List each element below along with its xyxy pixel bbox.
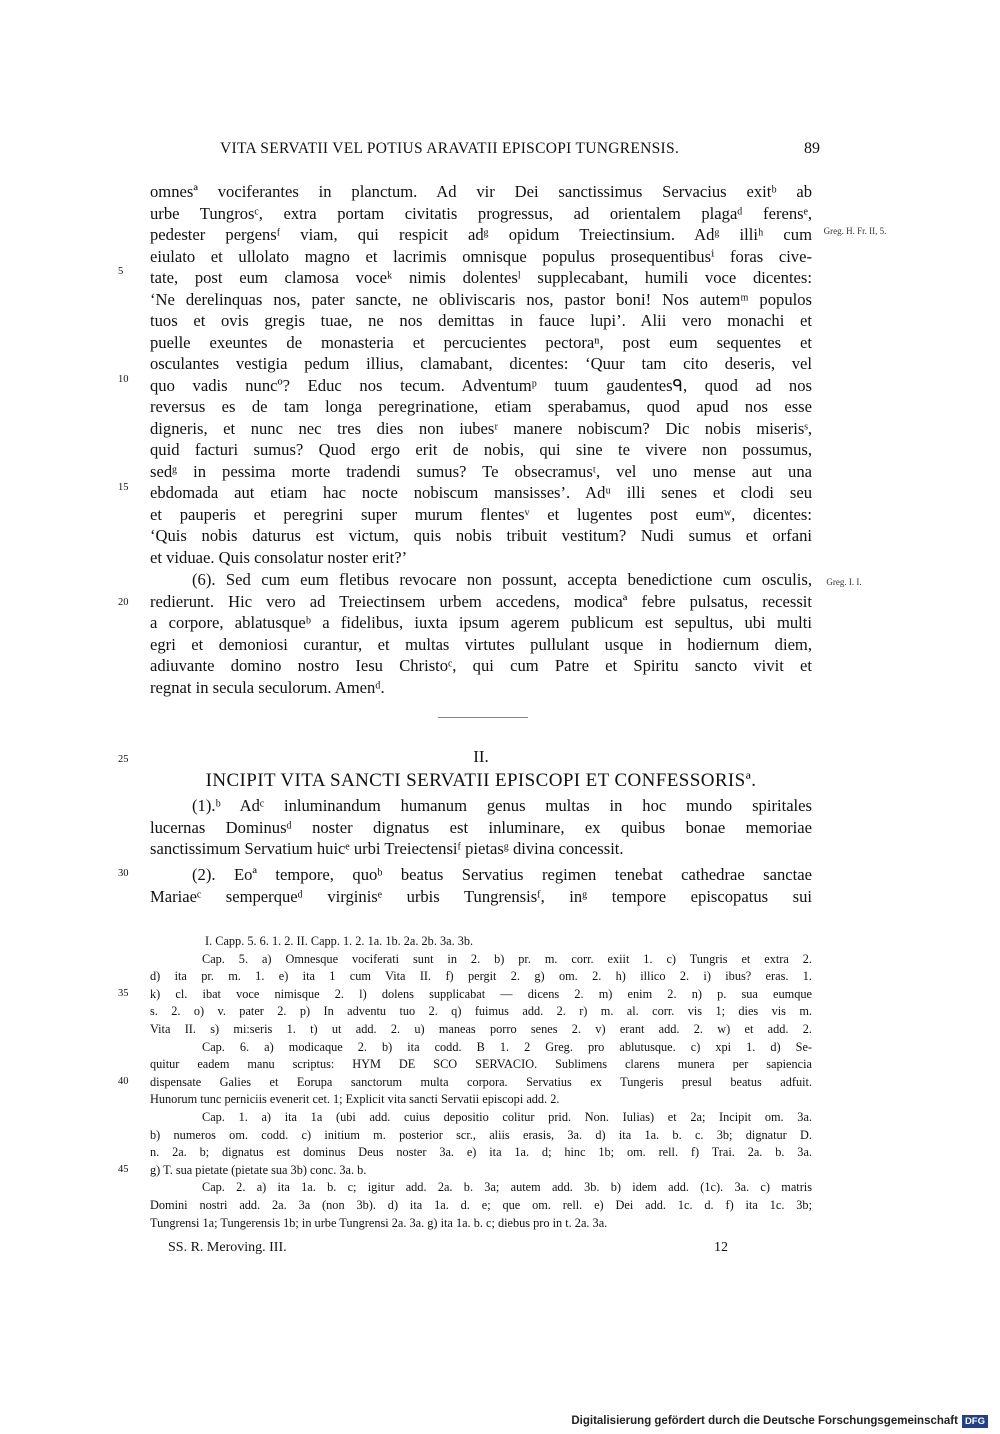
line-number: 20 — [118, 597, 129, 608]
line-number: 25 — [118, 754, 129, 765]
page-number: 89 — [804, 140, 820, 157]
text-line: regnat in secula seculorum. Amenᵈ. — [150, 677, 385, 697]
footnote-line: b) numeros om. codd. c) initium m. posterior scr., aliis erasis, 3a. d) ita 1a. b. c. 3b; dignatur D. — [150, 1127, 812, 1142]
line-number: 10 — [118, 374, 129, 385]
text-line: ‘Quis nobis daturus est victum, quis nobis tribuit vestitum? Nudi sumus et orfani — [150, 526, 812, 545]
sheet-number: 12 — [714, 1240, 728, 1255]
footnotes — [150, 933, 812, 1232]
line-number: 40 — [118, 1076, 129, 1087]
text-line: (6). Sed cum eum fletibus revocare non possunt, accepta benedictione cum osculis, — [192, 570, 812, 589]
text-line: reversus es de tam longa peregrinatione, etiam sperabamus, quod apud nos esse — [150, 397, 812, 416]
sheet-signature: SS. R. Meroving. III. — [168, 1240, 287, 1255]
line-number: 15 — [118, 482, 129, 493]
margin-note: Greg. H. Fr. II, 5. — [823, 226, 887, 236]
funding-text: Digitalisierung gefördert durch die Deutsche Forschungsgemeinschaft — [571, 1415, 958, 1427]
footnote-line: d) ita pr. m. 1. e) ita 1 cum Vita II. f) pergit 2. g) om. 2. h) illico 2. i) ibus? eras. 1. — [150, 969, 812, 984]
text-line: ebdomada aut etiam hac nocte nobiscum mansisses’. Adᵘ illi senes et clodi seu — [150, 483, 812, 502]
text-line: urbe Tungrosᶜ, extra portam civitatis progressus, ad orientalem plagaᵈ ferensᵉ, — [150, 203, 812, 223]
footnote-line: k) cl. ibat voce nimisque 2. l) dolens supplicabat — dicens 2. m) enim 2. n) p. sua eumque — [150, 986, 812, 1001]
paragraph-chapter-6 — [150, 569, 812, 698]
text-line: Mariaeᶜ semperqueᵈ virginisᵉ urbis Tungrensisᶠ, inᵍ tempore episcopatus sui — [150, 886, 812, 906]
footnote-line: Cap. 5. a) Omnesque vociferati sunt in 2. b) pr. m. corr. exiit 1. c) Tungris et extra 2. — [202, 951, 812, 966]
text-line: lucernas Dominusᵈ noster dignatus est inluminare, ex quibus bonae memoriae — [150, 817, 812, 837]
text-line: et pauperis et peregrini super murum flentesᵛ et lugentes post eumʷ, dicentes: — [150, 504, 812, 524]
text-line: tuos et ovis gregis tuae, ne nos demittas in fauce lupi’. Alii vero monachi et — [150, 311, 812, 330]
text-line: eiulato et ullolato magno et lacrimis omnisque populus prosequentibusⁱ foras cive- — [150, 246, 812, 266]
paragraph-chapter-5 — [150, 181, 812, 568]
text-line: pedester pergensᶠ viam, qui respicit adᵍ opidum Treiectinsium. Adᵍ illiʰ cum — [150, 225, 812, 244]
text-line: (1).ᵇ Adᶜ inluminandum humanum genus multas in hoc mundo spiritales — [192, 796, 812, 815]
section-number: II. — [473, 747, 489, 766]
funding-banner — [571, 1413, 988, 1429]
footnote-line: Vita II. s) mi:seris 1. t) ut add. 2. u) maneas porro senes 2. v) erant add. 2. w) et add. 2. — [150, 1021, 812, 1036]
text-line: quid facturi sumus? Quod ergo erit de nobis, qui sine te vivere non possumus, — [150, 440, 812, 459]
footnote-line: Cap. 2. a) ita 1a. b. c; igitur add. 2a. b. 3a; autem add. 3b. b) idem add. (1c). 3a. c) matris — [202, 1180, 812, 1195]
footnote-line: Tungrensi 1a; Tungerensis 1b; in urbe Tungrensi 2a. 3a. g) ita 1a. b. c; diebus pro in t. 2a. 3a. — [150, 1215, 608, 1230]
footnote-line: Cap. 6. a) modicaque 2. b) ita codd. B 1. 2 Greg. pro ablutusque. c) xpi 1. d) Se- — [202, 1039, 812, 1054]
footnote-line: dispensate Galies et Eorupa sanctorum multa corpora. Servatius ex Tungeris presul beatus adfuit. — [150, 1074, 812, 1089]
text-line: sedᵍ in pessima morte tradendi sumus? Te obsecramusᵗ, vel uno mense aut una — [150, 461, 812, 481]
page-header — [150, 140, 820, 164]
paragraph-chapter-2 — [150, 864, 812, 907]
text-line: sanctissimum Servatium huicᵉ urbi Treiectensiᶠ pietasᵍ divina concessit. — [150, 839, 624, 858]
footnote-line: Cap. 1. a) ita 1a (ubi add. cuius depositio colitur prid. Non. Iulias) et 2a; Incipit om. 3a. — [202, 1109, 812, 1124]
text-line: puelle exeuntes de monasteria et percucientes pectoraⁿ, post eum sequentes et — [150, 332, 812, 352]
line-number: 35 — [118, 988, 129, 999]
text-line: digneris, et nunc nec tres dies non iubesʳ manere nobiscum? Dic nobis miserisˢ, — [150, 418, 812, 438]
footnote-line: n. 2a. b; dignatus est dominus Deus noster 3a. e) ita 1a. d; hinc 1b; om. rell. f) Trai. 2a. b. 3a. — [150, 1145, 812, 1160]
line-number: 5 — [118, 266, 124, 277]
text-line: tate, post eum clamosa voceᵏ nimis dolentesˡ supplecabant, humili voce dicentes: — [150, 268, 812, 287]
text-line: omnesª vociferantes in planctum. Ad vir Dei sanctissimus Servacius exitᵇ ab — [150, 182, 812, 201]
section-divider — [438, 717, 528, 718]
margin-note: Greg. I. I. — [826, 577, 862, 587]
footnote-line: s. 2. o) v. pater 2. p) In adventu tuo 2. q) fuimus add. 2. r) m. al. corr. vis 1; dies vis m. — [150, 1004, 812, 1019]
footnote-line: quitur eadem manu scriptus: HYM DE SCO SERVACIO. Sublimens clarens munera per sapiencia — [150, 1057, 812, 1072]
text-line: ‘Ne derelinquas nos, pater sancte, ne obliviscaris nos, pastor boni! Nos autemᵐ populos — [150, 289, 812, 309]
text-line: et viduae. Quis consolatur noster erit?’ — [150, 547, 408, 567]
running-title: VITA SERVATII VEL POTIUS ARAVATII EPISCOPI TUNGRENSIS. — [220, 140, 680, 157]
footnote-line: Hunorum tunc perniciis evenerit cet. 1; Explicit vita sancti Servatii episcopi add. 2. — [150, 1092, 560, 1107]
text-line: (2). Eoª tempore, quoᵇ beatus Servatius regimen tenebat cathedrae sanctae — [192, 865, 812, 884]
text-line: osculantes vestigia pedum illius, clamabant, dicentes: ‘Quur tam cito deseris, vel — [150, 354, 812, 373]
line-number: 30 — [118, 868, 129, 879]
section-heading: INCIPIT VITA SANCTI SERVATII EPISCOPI ET CONFESSORISª. — [205, 770, 757, 791]
dfg-logo-icon: DFG — [962, 1415, 988, 1428]
line-number: 45 — [118, 1164, 129, 1175]
paragraph-chapter-1 — [150, 795, 812, 860]
footnote-line: g) T. sua pietate (pietate sua 3b) conc. 3a. b. — [150, 1162, 367, 1177]
text-line: a corpore, ablatusqueᵇ a fidelibus, iuxta ipsum agerem publicum est sepultus, ubi multi — [150, 613, 812, 632]
text-line: egri et demoniosi curantur, et multas virtutes pullulant usque in hodiernum diem, — [150, 634, 812, 654]
footnote-line: I. Capp. 5. 6. 1. 2. II. Capp. 1. 2. 1a. 1b. 2a. 2b. 3a. 3b. — [205, 934, 474, 948]
text-line: redierunt. Hic vero ad Treiectinsem urbem accedens, modicaª febre pulsatus, recessit — [150, 591, 812, 611]
text-line: quo vadis nuncº? Educ nos tecum. Adventumᵖ tuum gaudentesᑫ, quod ad nos — [150, 375, 812, 395]
text-line: adiuvante domino nostro Iesu Christoᶜ, qui cum Patre et Spiritu sancto vivit et — [150, 656, 812, 675]
footnote-line: Domini nostri add. 2a. 3a (non 3b). d) ita 1a. d. e; que om. rell. e) Dei add. 1c. d. f) ita 1c. 3b; — [150, 1197, 812, 1212]
